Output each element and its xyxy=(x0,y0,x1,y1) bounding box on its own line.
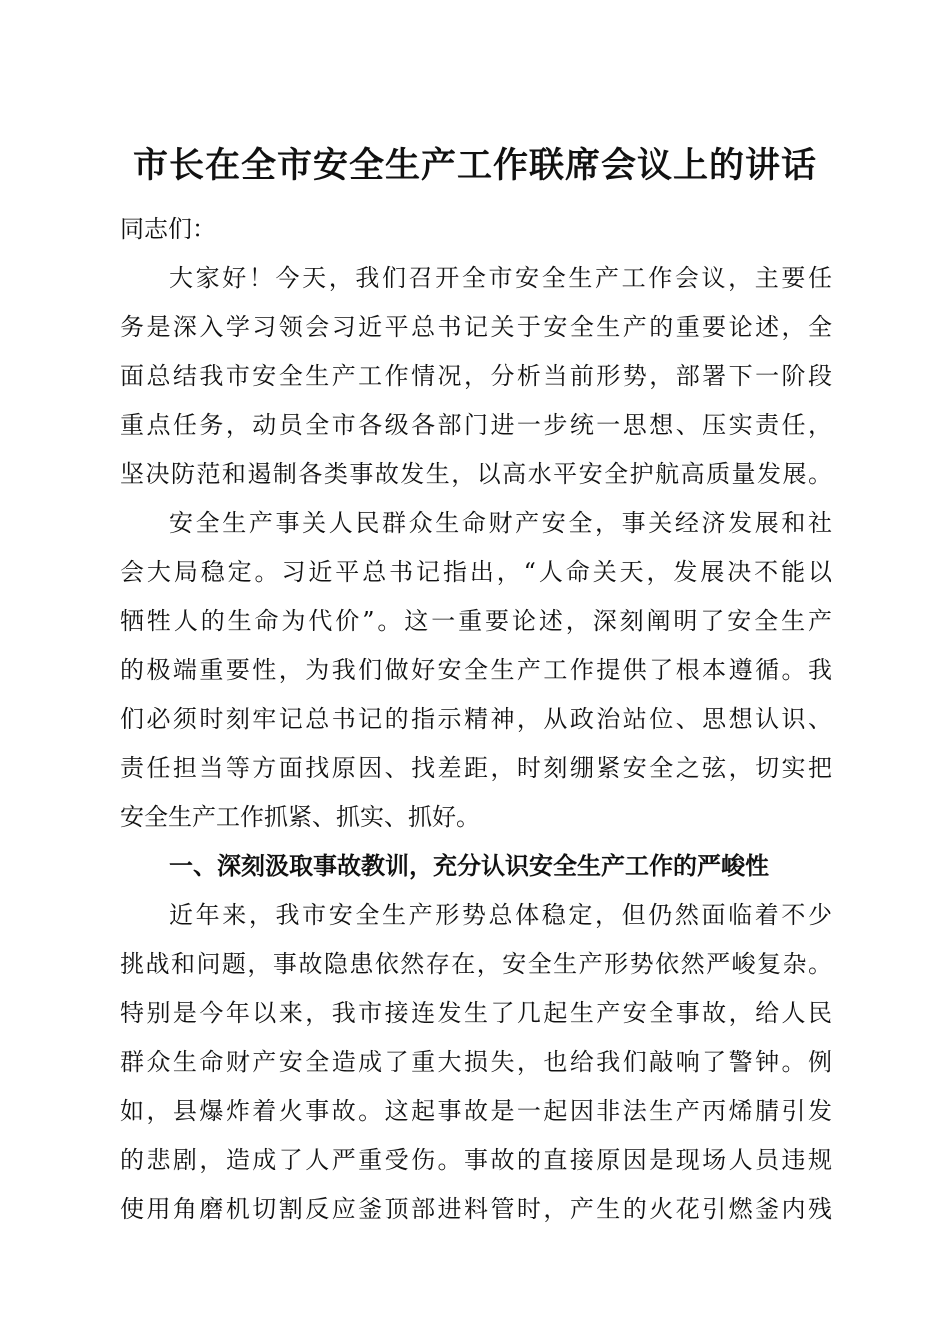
paragraph-line: 牺牲人的生命为代价”。这一重要论述，深刻阐明了安全生产 xyxy=(120,607,832,635)
paragraph-line: 近年来，我市安全生产形势总体稳定，但仍然面临着不少 xyxy=(169,901,832,929)
paragraph-line: 们必须时刻牢记总书记的指示精神，从政治站位、思想认识、 xyxy=(120,705,832,733)
paragraph-line: 特别是今年以来，我市接连发生了几起生产安全事故，给人民 xyxy=(120,999,832,1027)
paragraph-line: 安全生产工作抓紧、抓实、抓好。 xyxy=(120,803,480,831)
paragraph-line: 坚决防范和遏制各类事故发生，以高水平安全护航高质量发展。 xyxy=(120,460,832,488)
paragraph-line: 务是深入学习领会习近平总书记关于安全生产的重要论述，全 xyxy=(120,313,832,341)
paragraph-line: 重点任务，动员全市各级各部门进一步统一思想、压实责任， xyxy=(120,411,832,439)
section-heading: 一、深刻汲取事故教训，充分认识安全生产工作的严峻性 xyxy=(169,852,769,880)
document-body xyxy=(120,205,832,1234)
paragraph-line: 面总结我市安全生产工作情况，分析当前形势，部署下一阶段 xyxy=(120,362,832,390)
paragraph-line: 大家好！今天，我们召开全市安全生产工作会议，主要任 xyxy=(169,264,832,292)
document-title: 市长在全市安全生产工作联席会议上的讲话 xyxy=(132,145,817,186)
paragraph-line: 群众生命财产安全造成了重大损失，也给我们敲响了警钟。例 xyxy=(120,1048,832,1076)
paragraph-line: 使用角磨机切割反应釜顶部进料管时，产生的火花引燃釜内残 xyxy=(120,1195,832,1223)
paragraph-line: 挑战和问题，事故隐患依然存在，安全生产形势依然严峻复杂。 xyxy=(120,950,832,978)
paragraph-line: 安全生产事关人民群众生命财产安全，事关经济发展和社 xyxy=(169,509,832,537)
paragraph-line: 责任担当等方面找原因、找差距，时刻绷紧安全之弦，切实把 xyxy=(120,754,832,782)
paragraph-line: 如，县爆炸着火事故。这起事故是一起因非法生产丙烯腈引发 xyxy=(120,1097,832,1125)
paragraph-line: 会大局稳定。习近平总书记指出，“人命关天，发展决不能以 xyxy=(120,558,832,586)
paragraph-line: 的悲剧，造成了人严重受伤。事故的直接原因是现场人员违规 xyxy=(120,1146,832,1174)
salutation: 同志们： xyxy=(120,215,216,243)
paragraph-line: 的极端重要性，为我们做好安全生产工作提供了根本遵循。我 xyxy=(120,656,832,684)
